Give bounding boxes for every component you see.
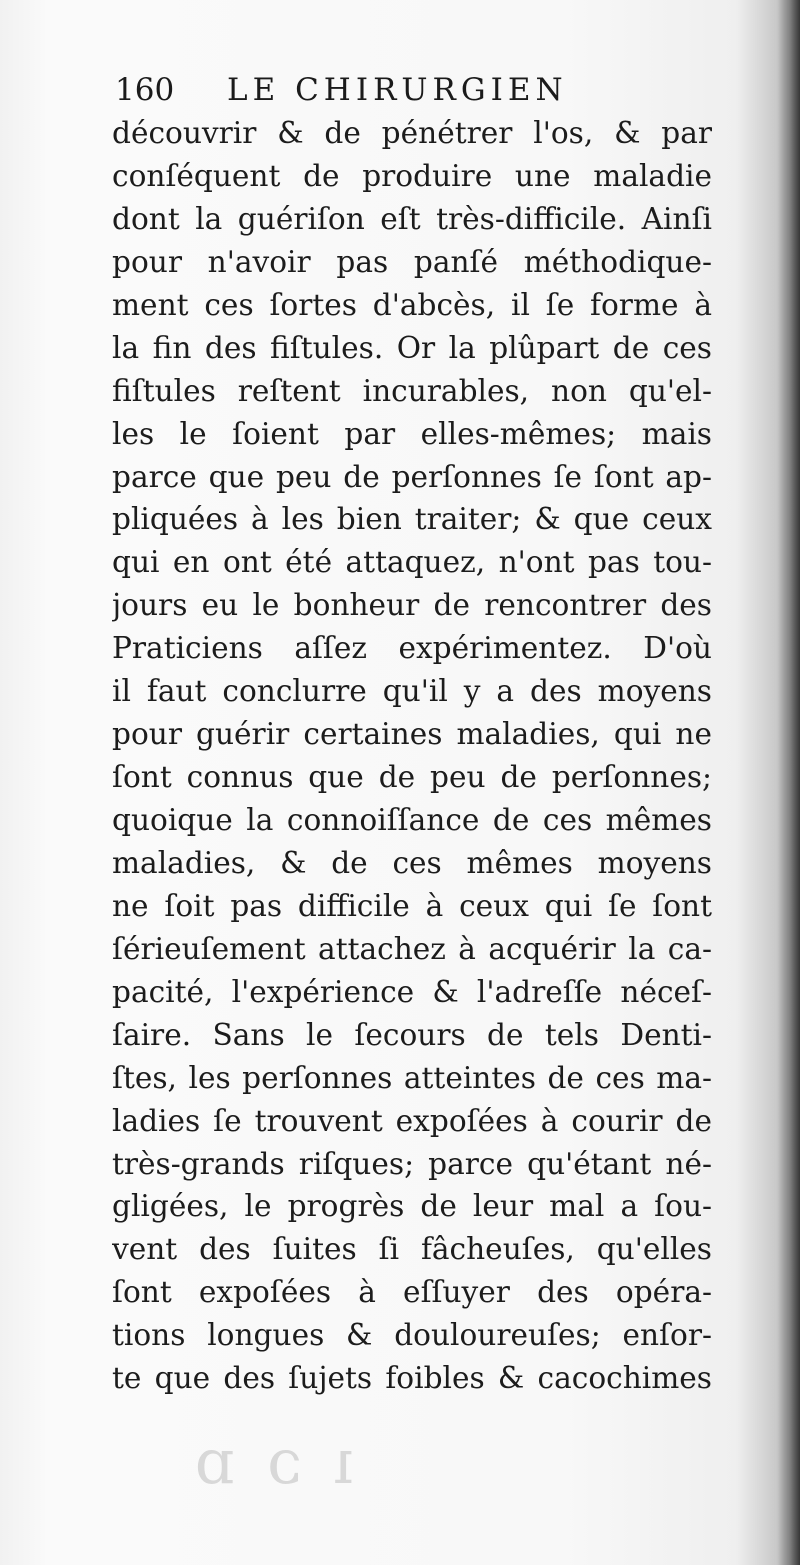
text-line: dont la guériſon eſt très-difficile. Ainſi [112, 201, 712, 236]
text-line: pour guérir certaines maladies, qui ne [112, 717, 712, 752]
text-line: ſont connus que de peu de perſonnes; [112, 760, 712, 795]
text-line: Praticiens aſſez expérimentez. D'où [112, 631, 712, 666]
text-line: les le ſoient par elles-mêmes; mais [112, 416, 712, 451]
page-header [115, 72, 715, 112]
text-line: maladies, & de ces mêmes moyens [112, 845, 712, 880]
text-line: fiſtules reſtent incurables, non qu'el- [112, 373, 712, 408]
running-title: LE CHIRURGIEN [227, 72, 568, 108]
text-line: conſéquent de produire une maladie [112, 158, 712, 193]
text-line: ſtes, les perſonnes atteintes de ces ma- [112, 1060, 712, 1095]
text-line: parce que peu de perſonnes ſe ſont ap- [112, 459, 712, 494]
text-line: qui en ont été attaquez, n'ont pas tou- [112, 545, 712, 580]
text-line: tions longues & douloureuſes; enſor- [112, 1318, 712, 1353]
text-line: la fin des fiſtules. Or la plûpart de ces [112, 330, 712, 365]
text-line: te que des ſujets foibles & cacochimes [112, 1361, 712, 1396]
text-line: jours eu le bonheur de rencontrer des [112, 588, 712, 623]
text-line: ſaire. Sans le ſecours de tels Denti- [112, 1017, 712, 1052]
text-line: quoique la connoiſſance de ces mêmes [112, 803, 712, 837]
show-through-bleed: ı ɔ ɒ [190, 1425, 354, 1498]
text-line: très-grands riſques; parce qu'étant né- [112, 1146, 712, 1181]
text-line: gligées, le progrès de leur mal a ſou- [112, 1189, 712, 1224]
text-line: ladies ſe trouvent expoſées à courir de [112, 1103, 712, 1138]
text-line: ne ſoit pas difficile à ceux qui ſe ſont [112, 888, 712, 923]
body-text [112, 112, 712, 1400]
text-line: pour n'avoir pas panſé méthodique- [112, 244, 712, 279]
text-line: ſont expoſées à eſſuyer des opéra- [112, 1275, 712, 1310]
text-line: pliquées à les bien traiter; & que ceux [112, 502, 712, 537]
text-line: vent des ſuites ſi fâcheuſes, qu'elles [112, 1232, 712, 1267]
text-line: il faut conclurre qu'il y a des moyens [112, 674, 712, 709]
text-line: découvrir & de pénétrer l'os, & par [112, 116, 712, 150]
page-number: 160 [115, 72, 175, 108]
page-edge-shadow [778, 0, 800, 1565]
text-line: ment ces ſortes d'abcès, il ſe forme à [112, 287, 712, 322]
text-line: ſérieuſement attachez à acquérir la ca- [112, 931, 712, 966]
text-line: pacité, l'expérience & l'adreſſe néceſ- [112, 974, 712, 1009]
